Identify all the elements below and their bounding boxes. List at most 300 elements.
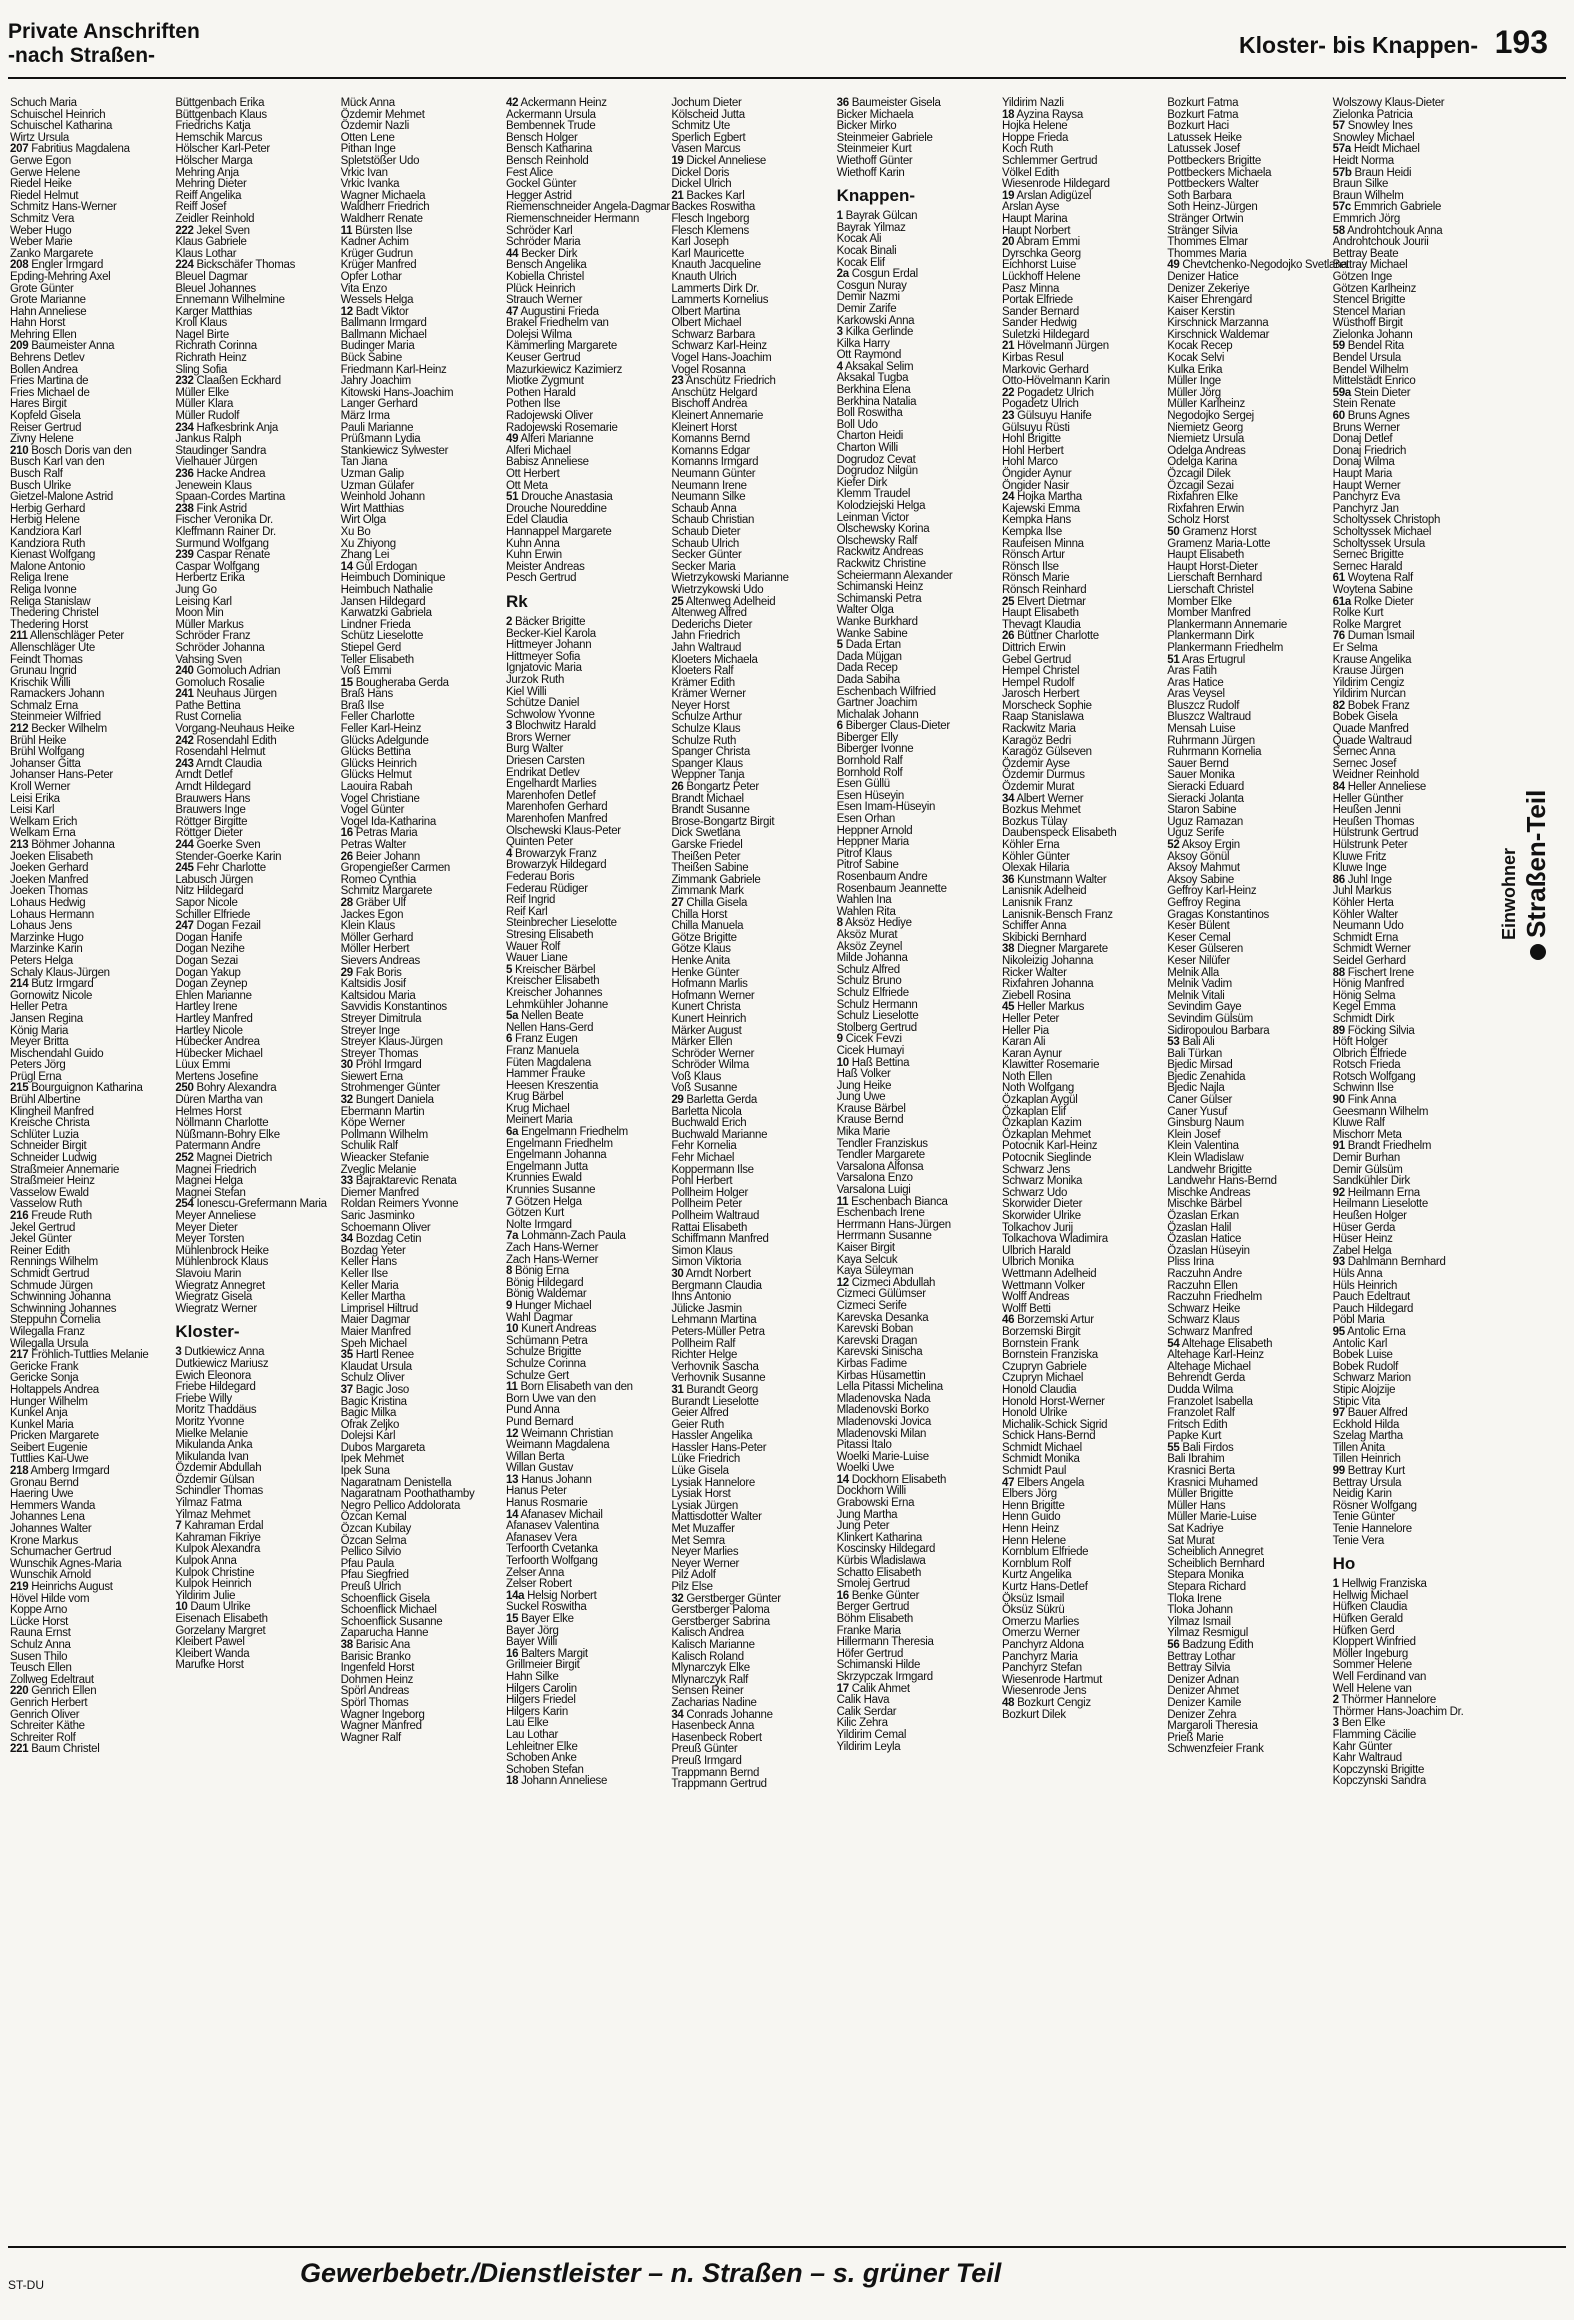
- directory-entry: Kulka Erika: [1167, 363, 1223, 376]
- directory-entry: Keser Bülent: [1167, 920, 1230, 933]
- directory-entry: Hüfken Gerd: [1332, 1624, 1395, 1637]
- directory-entry: Kloppert Winfried: [1332, 1636, 1416, 1649]
- directory-entry: Kandziora Karl: [10, 525, 82, 538]
- directory-entry: Well Ferdinand van: [1332, 1670, 1427, 1683]
- directory-entry: Gartner Joachim: [836, 697, 918, 710]
- directory-entry: Biberger Elly: [836, 731, 898, 744]
- directory-entry: Brühl Wolfgang: [10, 746, 85, 759]
- directory-entry: 236 Hacke Andrea: [175, 468, 266, 480]
- directory-entry: Gorzelany Margret: [175, 1624, 266, 1637]
- column-1: [10, 98, 167, 2228]
- directory-entry: Barisic Branko: [340, 1650, 411, 1663]
- directory-entry: Herrmann Susanne: [836, 1230, 932, 1243]
- directory-entry: Franz Manuela: [505, 1044, 579, 1057]
- directory-entry: Zacharias Nadine: [671, 1696, 757, 1709]
- directory-entry: Bornstein Frank: [1001, 1337, 1079, 1350]
- directory-entry: Verhovnik Sascha: [671, 1360, 759, 1373]
- directory-entry: Fries Michael de: [10, 386, 90, 399]
- directory-entry: Sapor Nicole: [175, 896, 238, 909]
- directory-entry: Behrens Detlev: [10, 352, 85, 365]
- directory-entry: Nagaratnam Poothathamby: [340, 1488, 475, 1501]
- directory-entry: 55 Bali Firdos: [1167, 1441, 1234, 1454]
- directory-entry: Schulz Oliver: [340, 1372, 405, 1385]
- directory-entry: Androhtchouk Jourii: [1332, 236, 1429, 249]
- directory-entry: Gomoluch Rosalie: [175, 676, 265, 689]
- directory-entry: Dada Recep: [836, 662, 898, 675]
- directory-entry: Böhm Elisabeth: [836, 1613, 913, 1625]
- directory-entry: Müller Elke: [175, 386, 229, 399]
- directory-entry: Krasnici Muhamed: [1167, 1476, 1258, 1489]
- directory-entry: Dolejsi Karl: [340, 1430, 396, 1443]
- directory-entry: Gronau Bernd: [10, 1476, 79, 1489]
- directory-entry: Götzen Karlheinz: [1332, 282, 1417, 295]
- directory-entry: Denizer Kamile: [1167, 1696, 1242, 1709]
- directory-entry: Schulze Klaus: [671, 723, 741, 736]
- directory-entry: Johanser Gitta: [10, 757, 81, 770]
- directory-entry: Meyer Torsten: [175, 1233, 245, 1246]
- page-header: [0, 0, 1574, 82]
- directory-entry: Stepara Richard: [1167, 1581, 1246, 1593]
- directory-entry: 239 Caspar Renate: [175, 549, 270, 562]
- directory-entry: 51 Drouche Anastasia: [505, 491, 613, 504]
- directory-entry: 32 Gerstberger Günter: [671, 1592, 781, 1605]
- directory-entry: 10 Haß Bettina: [836, 1056, 910, 1069]
- directory-entry: Geffroy Regina: [1167, 896, 1241, 909]
- directory-entry: Met Semra: [671, 1534, 725, 1547]
- directory-entry: Joeken Manfred: [10, 873, 89, 886]
- directory-entry: Cosgun Nuray: [836, 279, 907, 292]
- directory-entry: Wieacker Stefanie: [340, 1152, 429, 1165]
- bullet-dot-icon: [1530, 944, 1546, 960]
- directory-entry: 6 Franz Eugen: [505, 1033, 578, 1046]
- directory-entry: Altehage Michael: [1167, 1360, 1251, 1373]
- directory-entry: Sauer Bernd: [1167, 757, 1229, 770]
- directory-entry: Pund Anna: [505, 1404, 560, 1417]
- directory-entry: Kirschnick Waldemar: [1167, 328, 1270, 341]
- directory-entry: Karevski Dragan: [836, 1334, 918, 1347]
- directory-entry: Stender-Goerke Karin: [175, 850, 282, 863]
- directory-entry: Wiesenrode Hildegard: [1001, 178, 1110, 191]
- directory-entry: Caner Yusuf: [1167, 1105, 1228, 1118]
- directory-entry: Bozkus Mehmet: [1001, 804, 1081, 817]
- directory-entry: Kahr Waltraud: [1332, 1752, 1402, 1765]
- directory-entry: 19 Arslan Adigüzel: [1001, 189, 1092, 202]
- directory-entry: Lanisnik Franz: [1001, 896, 1073, 909]
- column-8: [1167, 97, 1348, 2228]
- directory-entry: Wettmann Adelheid: [1001, 1267, 1097, 1280]
- directory-entry: Ihns Antonio: [671, 1291, 732, 1304]
- directory-entry: Pasz Minna: [1001, 282, 1060, 295]
- directory-entry: Odelga Andreas: [1167, 444, 1246, 457]
- directory-entry: 9 Cicek Fevzi: [836, 1033, 902, 1046]
- directory-entry: Yilmaz Mehmet: [175, 1508, 251, 1521]
- directory-entry: Zelser Anna: [505, 1566, 565, 1579]
- directory-entry: Maier Manfred: [340, 1325, 411, 1338]
- directory-entry: Kleffmann Rainer Dr.: [175, 525, 276, 538]
- directory-entry: Margaroli Theresia: [1167, 1720, 1258, 1733]
- directory-entry: Grunau Ingrid: [10, 665, 77, 678]
- directory-entry: Dutkiewicz Mariusz: [175, 1357, 269, 1370]
- directory-entry: Peters Helga: [10, 954, 73, 967]
- directory-entry: Hülstrunk Peter: [1332, 839, 1408, 851]
- directory-entry: Calik Serdar: [836, 1705, 897, 1718]
- directory-entry: Schreiter Rolf: [10, 1731, 76, 1744]
- directory-entry: Quade Waltraud: [1332, 734, 1412, 747]
- directory-entry: Lanisnik-Bensch Franz: [1001, 908, 1113, 921]
- directory-entry: Hassler Hans-Peter: [671, 1441, 767, 1454]
- directory-entry: Bettray Ursula: [1332, 1476, 1402, 1489]
- directory-entry: Ipek Mehmet: [340, 1453, 404, 1466]
- directory-entry: Kunert Christa: [671, 1001, 741, 1014]
- directory-entry: Stencel Marian: [1332, 305, 1406, 318]
- directory-entry: Nagaratnam Denistella: [340, 1476, 452, 1489]
- directory-entry: Kleinert Annemarie: [671, 410, 764, 423]
- directory-entry: Preuß Irmgard: [671, 1754, 742, 1767]
- directory-entry: Noth Wolfgang: [1001, 1082, 1074, 1095]
- directory-entry: Steinmeier Wilfried: [10, 711, 101, 724]
- directory-entry: Nöllmann Charlotte: [175, 1117, 269, 1130]
- directory-entry: Schoben Stefan: [505, 1763, 584, 1776]
- directory-entry: Otto-Hövelmann Karin: [1001, 375, 1110, 388]
- directory-entry: Herbig Helene: [10, 514, 80, 527]
- directory-entry: 57b Braun Heidi: [1332, 166, 1412, 179]
- directory-entry: Reif Ingrid: [505, 894, 556, 907]
- directory-entry: Bönig Hildegard: [505, 1276, 584, 1289]
- directory-entry: Scheiblich Annegret: [1167, 1546, 1264, 1559]
- directory-entry: Tillen Anita: [1332, 1441, 1385, 1454]
- directory-entry: 4 Browarzyk Franz: [505, 847, 597, 860]
- directory-entry: Knauth Ulrich: [671, 270, 737, 283]
- directory-entry: Rackwitz Andreas: [836, 546, 924, 559]
- directory-entry: Sidiropoulou Barbara: [1167, 1024, 1270, 1037]
- directory-entry: Maier Dagmar: [340, 1314, 410, 1327]
- directory-entry: Mikulanda Ivan: [175, 1450, 249, 1463]
- directory-entry: Karan Ali: [1001, 1036, 1046, 1049]
- directory-entry: Denizer Ahmet: [1167, 1685, 1239, 1698]
- directory-entry: 250 Bohry Alexandra: [175, 1082, 277, 1095]
- street-heading: Rk: [505, 591, 528, 611]
- directory-entry: Richrath Heinz: [175, 352, 247, 365]
- directory-entry: Bruns Werner: [1332, 421, 1400, 434]
- directory-entry: 28 Gräber Ulf: [340, 896, 406, 909]
- directory-entry: Kiefer Dirk: [836, 476, 888, 489]
- directory-entry: Vasselow Ruth: [10, 1198, 82, 1211]
- directory-entry: Hölscher Marga: [175, 154, 253, 167]
- directory-entry: Zabel Helga: [1332, 1244, 1392, 1257]
- directory-entry: Rixfahren Elke: [1167, 491, 1238, 504]
- directory-entry: 22 Pogadetz Ulrich: [1001, 386, 1094, 399]
- directory-entry: Flamming Cäcilie: [1332, 1728, 1417, 1741]
- directory-entry: Nagel Birte: [175, 328, 229, 341]
- directory-entry: Magnei Stefan: [175, 1186, 246, 1199]
- directory-entry: Mensah Luise: [1167, 723, 1236, 736]
- directory-entry: Magnei Friedrich: [175, 1163, 257, 1176]
- directory-entry: Potocnik Sieglinde: [1001, 1152, 1092, 1165]
- directory-entry: 238 Fink Astrid: [175, 502, 247, 515]
- directory-entry: Becker-Kiel Karola: [505, 627, 596, 640]
- directory-entry: Hohl Brigitte: [1001, 433, 1061, 446]
- directory-entry: Preuß Günter: [671, 1743, 738, 1756]
- directory-entry: 9 Hunger Michael: [505, 1299, 592, 1312]
- directory-entry: Wirtz Ursula: [10, 131, 70, 144]
- directory-entry: Schoenflick Michael: [340, 1604, 437, 1617]
- directory-entry: Limprisel Hiltrud: [340, 1302, 418, 1315]
- directory-entry: Gericke Frank: [10, 1360, 79, 1373]
- directory-entry: Özcagil Sezai: [1167, 479, 1234, 492]
- directory-entry: Bensch Katharina: [505, 143, 592, 156]
- directory-entry: Gropengießer Carmen: [340, 862, 451, 875]
- directory-entry: Özdemir Gülsan: [175, 1473, 255, 1486]
- directory-entry: Kocak Elif: [836, 256, 885, 269]
- directory-entry: Plück Heinrich: [505, 282, 576, 295]
- directory-entry: Honold Claudia: [1001, 1383, 1077, 1396]
- directory-entry: Pollheim Ralf: [671, 1337, 736, 1350]
- directory-entry: Hares Birgit: [10, 398, 67, 411]
- directory-entry: Schmidt Erna: [1332, 931, 1399, 944]
- directory-entry: Voß Emmi: [340, 665, 392, 678]
- directory-entry: Kaltsidis Josif: [340, 978, 406, 991]
- directory-entry: Schröder Karl: [505, 224, 573, 237]
- directory-entry: Moritz Yvonne: [175, 1415, 245, 1428]
- directory-entry: Heußen Jenni: [1332, 804, 1401, 817]
- directory-entry: Wolff Andreas: [1001, 1291, 1070, 1304]
- directory-entry: Uzman Gülafer: [340, 479, 415, 492]
- directory-entry: Lüke Friedrich: [671, 1453, 740, 1466]
- directory-entry: Hülstrunk Gertrud: [1332, 827, 1419, 840]
- directory-entry: Spletstößer Udo: [340, 154, 420, 167]
- directory-entry: Vita Enzo: [340, 282, 387, 295]
- directory-entry: Bagic Milka: [340, 1407, 397, 1420]
- directory-entry: Ackermann Ursula: [505, 108, 596, 121]
- directory-entry: Morscheck Sophie: [1001, 699, 1092, 712]
- directory-entry: 221 Baum Christel: [10, 1743, 100, 1756]
- directory-entry: Bozkurt Fatma: [1167, 97, 1239, 109]
- directory-entry: Vogel Ida-Katharina: [340, 815, 436, 828]
- directory-entry: Bobek Gisela: [1332, 711, 1398, 724]
- directory-entry: Altehage Karl-Heinz: [1167, 1349, 1264, 1362]
- directory-entry: Landwehr Hans-Bernd: [1167, 1175, 1277, 1188]
- directory-entry: Glücks Heinrich: [340, 757, 417, 770]
- directory-entry: Füten Magdalena: [505, 1056, 591, 1069]
- directory-entry: Lohaus Hedwig: [10, 896, 86, 909]
- directory-entry: Uzman Galip: [340, 468, 404, 480]
- directory-entry: Ennemann Wilhelmine: [175, 294, 285, 307]
- section-side-tab: [1498, 630, 1562, 960]
- directory-entry: 8 Aksöz Hediye: [836, 917, 912, 930]
- directory-entry: Vahsing Sven: [175, 653, 242, 666]
- directory-entry: Kürbis Wladislawa: [836, 1555, 926, 1568]
- directory-entry: Bjedic Zenahida: [1167, 1070, 1246, 1083]
- directory-entry: Ofrak Zeljko: [340, 1418, 400, 1431]
- header-left-line1: Private Anschriften: [8, 20, 200, 43]
- directory-entry: Hübecker Andrea: [175, 1036, 260, 1049]
- directory-entry: Ginsburg Naum: [1167, 1117, 1244, 1130]
- directory-entry: Spörl Thomas: [340, 1696, 409, 1709]
- directory-entry: Denizer Hatice: [1167, 270, 1239, 283]
- directory-entry: Kluwe Inge: [1332, 862, 1387, 875]
- directory-entry: Johannes Walter: [10, 1523, 92, 1536]
- directory-entry: Czupryn Gabriele: [1001, 1360, 1087, 1373]
- directory-entry: 234 Hafkesbrink Anja: [175, 421, 279, 434]
- directory-entry: Dyrschka Georg: [1001, 247, 1081, 260]
- directory-entry: 4 Aksakal Selim: [836, 360, 914, 373]
- directory-entry: Schmitz Ute: [671, 120, 730, 133]
- directory-entry: Pottbeckers Walter: [1167, 178, 1259, 191]
- directory-entry: Yildirim Leyla: [836, 1740, 901, 1753]
- directory-entry: Wahl Dagmar: [505, 1311, 573, 1324]
- directory-entry: Krone Markus: [10, 1534, 78, 1547]
- directory-entry: Heller Peter: [1001, 1012, 1060, 1025]
- directory-entry: Schoemann Oliver: [340, 1221, 431, 1234]
- directory-entry: Pogadetz Ulrich: [1001, 398, 1079, 411]
- directory-entry: Schröder Wilma: [671, 1059, 749, 1072]
- directory-entry: Schulz Elfriede: [836, 986, 909, 999]
- directory-entry: Pollheim Waltraud: [671, 1210, 760, 1222]
- directory-entry: Sat Kadriye: [1167, 1523, 1224, 1536]
- directory-entry: Schulze Corinna: [505, 1357, 586, 1370]
- directory-entry: Lohaus Hermann: [10, 908, 95, 921]
- directory-entry: Özcan Kubilay: [340, 1523, 411, 1536]
- directory-entry: Yildirim Cengiz: [1332, 676, 1405, 689]
- directory-entry: Wagner Ralf: [340, 1731, 401, 1744]
- directory-entry: Kroll Werner: [10, 781, 71, 794]
- directory-entry: Rönsch Ilse: [1001, 560, 1059, 573]
- directory-entry: Wiegratz Gisela: [175, 1291, 252, 1304]
- directory-entry: Rosenbaum Jeannette: [836, 882, 947, 895]
- directory-entry: 15 Bayer Elke: [505, 1613, 574, 1625]
- directory-entry: Karwatzki Gabriela: [340, 607, 432, 620]
- directory-entry: Schmidt Werner: [1332, 943, 1411, 956]
- directory-entry: Heimbuch Nathalie: [340, 583, 433, 596]
- directory-entry: Dogan Yakup: [175, 966, 241, 979]
- directory-entry: 57c Emmrich Gabriele: [1332, 201, 1442, 214]
- directory-entry: Walter Olga: [836, 604, 894, 617]
- directory-entry: Momber Manfred: [1167, 607, 1251, 620]
- directory-entry: 2 Bäcker Brigitte: [505, 615, 586, 628]
- directory-entry: Karevski Sinischa: [836, 1346, 923, 1359]
- directory-entry: Franzolet Isabella: [1167, 1395, 1253, 1408]
- directory-entry: Juhl Markus: [1332, 885, 1392, 898]
- directory-entry: Vorgang-Neuhaus Heike: [175, 723, 295, 736]
- directory-entry: Raczuhn Andre: [1167, 1267, 1243, 1280]
- directory-entry: Friebe Willy: [175, 1392, 232, 1405]
- directory-entry: Charton Heidi: [836, 430, 904, 443]
- directory-entry: 47 Elbers Angela: [1001, 1476, 1085, 1489]
- directory-entry: Haupt Horst-Dieter: [1167, 560, 1258, 573]
- directory-entry: Möller Ingeburg: [1332, 1647, 1409, 1660]
- directory-entry: Schwarz Karl-Heinz: [671, 340, 767, 353]
- directory-entry: Klaus Gabriele: [175, 236, 247, 249]
- directory-entry: Stolberg Gertrud: [836, 1021, 917, 1034]
- directory-entry: Busch Karl van den: [10, 456, 105, 469]
- directory-entry: Karagöz Bedri: [1001, 734, 1071, 747]
- directory-entry: Kunert Heinrich: [671, 1012, 747, 1025]
- directory-entry: Jung Peter: [836, 1520, 890, 1533]
- directory-entry: Pitrof Klaus: [836, 847, 892, 860]
- directory-entry: Kulpok Alexandra: [175, 1543, 261, 1556]
- directory-entry: Schulze Arthur: [671, 711, 742, 724]
- directory-entry: Engelmann Friedhelm: [505, 1137, 613, 1150]
- directory-entry: Klingheil Manfred: [10, 1105, 94, 1118]
- directory-entry: Hahn Silke: [505, 1670, 559, 1683]
- directory-entry: Miotke Zygmunt: [505, 375, 584, 388]
- directory-entry: Staron Sabine: [1167, 804, 1237, 817]
- directory-entry: Kroll Klaus: [175, 317, 227, 330]
- directory-entry: Hittmeyer Sofia: [505, 650, 581, 663]
- directory-entry: Lysiak Hannelore: [671, 1476, 755, 1489]
- directory-entry: Born Uwe van den: [505, 1392, 596, 1405]
- directory-entry: Krasnici Berta: [1167, 1465, 1235, 1478]
- directory-entry: Özaslan Hüseyin: [1167, 1244, 1250, 1257]
- directory-entry: Braun Silke: [1332, 178, 1389, 191]
- directory-entry: Henn Helene: [1001, 1534, 1066, 1547]
- directory-entry: Latussek Josef: [1167, 143, 1240, 156]
- directory-entry: Schmitz Hans-Werner: [10, 201, 117, 214]
- directory-entry: Schröder Maria: [505, 236, 581, 249]
- directory-entry: Prieß Marie: [1167, 1731, 1224, 1744]
- directory-entry: Ulbrich Harald: [1001, 1244, 1071, 1257]
- directory-entry: Wiesenrode Jens: [1001, 1685, 1087, 1698]
- directory-entry: Quinten Peter: [505, 836, 574, 849]
- directory-entry: Köhler Günter: [1001, 850, 1070, 863]
- directory-entry: Pottbeckers Michaela: [1167, 166, 1272, 179]
- directory-entry: Zveglic Melanie: [340, 1163, 417, 1176]
- directory-entry: 220 Genrich Ellen: [10, 1685, 97, 1698]
- directory-entry: Kleibert Pawel: [175, 1636, 245, 1649]
- directory-entry: Kopczynski Sandra: [1332, 1775, 1426, 1788]
- directory-entry: Schulz Bruno: [836, 975, 902, 988]
- directory-entry: Meinert Maria: [505, 1114, 573, 1127]
- directory-entry: Mladenovski Milan: [836, 1427, 927, 1440]
- directory-entry: Krunnies Ewald: [505, 1172, 582, 1185]
- footer-code: ST-DU: [8, 2278, 44, 2292]
- directory-entry: 84 Heller Anneliese: [1332, 781, 1427, 794]
- directory-entry: Keser Nilüfer: [1167, 954, 1230, 967]
- directory-entry: Drouche Noureddine: [505, 502, 607, 515]
- directory-entry: Pund Bernard: [505, 1415, 574, 1428]
- directory-entry: Chilla Manuela: [671, 920, 744, 933]
- directory-entry: Heller Günther: [1332, 792, 1404, 805]
- directory-entry: Schmitz Margarete: [340, 885, 433, 898]
- directory-entry: Haupt Elisabeth: [1001, 607, 1079, 620]
- directory-entry: Mika Marie: [836, 1126, 890, 1139]
- directory-entry: Skorwider Ulrike: [1001, 1210, 1081, 1222]
- directory-entry: Schulz Lieselotte: [836, 1010, 919, 1023]
- directory-entry: Haupt Werner: [1332, 479, 1401, 492]
- directory-entry: 207 Fabritius Magdalena: [10, 143, 130, 156]
- directory-entry: 24 Hojka Martha: [1001, 491, 1082, 504]
- directory-entry: Denizer Zekeriye: [1167, 282, 1250, 295]
- directory-entry: Özdemir Ayse: [1001, 757, 1070, 770]
- directory-entry: Scholz Horst: [1167, 514, 1229, 527]
- directory-entry: Marenhofen Gerhard: [505, 801, 608, 814]
- directory-entry: Malone Antonio: [10, 560, 86, 573]
- directory-entry: 224 Bickschäfer Thomas: [175, 259, 296, 272]
- directory-entry: 11 Eschenbach Bianca: [836, 1195, 948, 1208]
- directory-entry: Burandt Lieselotte: [671, 1395, 759, 1408]
- directory-entry: Richrath Corinna: [175, 340, 257, 353]
- directory-entry: Johannes Lena: [10, 1511, 85, 1524]
- directory-entry: Wessels Helga: [340, 294, 414, 307]
- directory-entry: Rackwitz Maria: [1001, 723, 1076, 736]
- directory-entry: Kaya Süleyman: [836, 1265, 914, 1278]
- directory-entry: Glücks Bettina: [340, 746, 411, 759]
- directory-entry: Willan Berta: [505, 1450, 565, 1463]
- directory-entry: Nitz Hildegard: [175, 885, 244, 898]
- directory-entry: 17 Calik Ahmet: [836, 1682, 910, 1695]
- directory-entry: Browarzyk Hildegard: [505, 859, 607, 872]
- directory-entry: Wiegratz Werner: [175, 1302, 257, 1315]
